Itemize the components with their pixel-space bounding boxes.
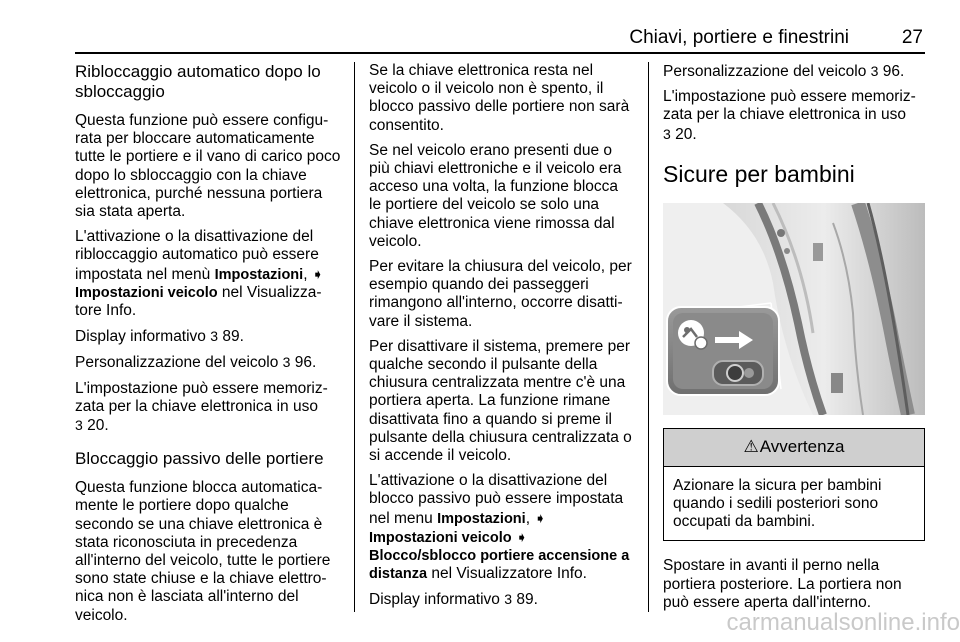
paragraph: [369, 472, 632, 583]
text: L'impostazione può essere memoriz-zata per la chiave elettronica in uso: [663, 88, 916, 124]
warning-title: Avvertenza: [759, 437, 845, 457]
paragraph: Questa funzione blocca automatica-mente le portiere dopo qualche secondo se una chiave elettronica è stata riconosciuta in precedenza all'interno del veicolo, tutte le portiere sono state chiuse e la chiave elettro-nica non è lasciata all'interno del veicolo.: [75, 479, 331, 624]
text: L'attivazione o la disattivazione del blocco passivo può essere impostata nel menu: [369, 472, 624, 527]
child-lock-figure: [663, 203, 925, 415]
warning-text: Azionare la sicura per bambini quando i sedili posteriori sono occupati da bambini.: [673, 476, 882, 531]
warning-triangle-icon: ⚠: [743, 437, 759, 457]
paragraph: Se la chiave elettronica resta nel veicolo o il veicolo non è spento, il blocco passivo delle portiere non sarà consentito.: [369, 62, 630, 134]
page-ref-icon: 3: [663, 125, 671, 142]
text: Personalizzazione del veicolo: [75, 354, 283, 372]
text: nel Visualizza-tore Info.: [75, 283, 322, 320]
heading-auto-relock: Ribloccaggio automatico dopo lo sbloccaggio: [75, 62, 321, 101]
warning-box: [663, 428, 925, 542]
paragraph: [663, 62, 925, 81]
paragraph: Spostare in avanti il perno nella portiera posteriore. La portiera non può essere aperta dall'interno.: [663, 557, 902, 611]
paragraph: Per disattivare il sistema, premere per qualche secondo il pulsante della chiusura centralizzata mentre c'è una portiera aperta. La funzione rimane disattivata fino a quando si preme il pulsante della chiusura centralizzata o si accende il veicolo.: [369, 337, 632, 465]
column-divider: [354, 62, 355, 612]
text: L'impostazione può essere memoriz-zata per la chiave elettronica in uso: [75, 379, 328, 415]
text: Display informativo: [369, 591, 505, 609]
column-1: [75, 62, 343, 632]
watermark: carmanualsonline.info: [726, 609, 960, 636]
page-ref-icon: 3: [870, 63, 879, 79]
text: nel Visualizzatore Info.: [427, 565, 587, 583]
menu-ref: Blocco/sblocco portiere accensione a distanza: [369, 548, 630, 583]
menu-ref: Impostazioni: [437, 510, 526, 527]
column-2: [369, 62, 632, 617]
heading-passive-locking: Bloccaggio passivo delle portiere: [75, 449, 324, 469]
warning-header: [664, 429, 924, 467]
page-ref[interactable]: 96.: [882, 63, 905, 80]
text: Personalizzazione del veicolo: [663, 63, 871, 80]
paragraph: [369, 590, 632, 609]
page-ref[interactable]: 20.: [87, 417, 109, 435]
header-title: Chiavi, portiere e finestrini: [629, 27, 849, 48]
menu-ref: Impostazioni veicolo: [75, 284, 218, 301]
arrow-icon: ➧: [515, 528, 528, 545]
column-divider: [648, 62, 649, 612]
paragraph: [75, 327, 343, 346]
paragraph: [75, 353, 343, 372]
page-ref[interactable]: 96.: [294, 354, 317, 372]
paragraph: Questa funzione può essere configu-rata per bloccare automaticamente tutte le portiere e il vano di carico poco dopo lo sbloccaggio con la chiave elettronica, purché nessuna portiera sia stata aperta.: [75, 112, 341, 221]
page-number: 27: [901, 27, 923, 48]
paragraph: [75, 228, 343, 320]
paragraph: [663, 88, 925, 144]
text: ,: [303, 265, 312, 283]
page-ref[interactable]: 89.: [222, 328, 244, 346]
child-lock-illustration: [663, 203, 925, 415]
paragraph: [75, 380, 343, 436]
page-ref[interactable]: 20.: [675, 125, 697, 143]
heading-child-locks: Sicure per bambini: [663, 160, 855, 187]
page-ref[interactable]: 89.: [516, 591, 538, 609]
paragraph: Se nel veicolo erano presenti due o più chiavi elettroniche e il veicolo era acceso una volta, la funzione blocca le portiere del veicolo se solo una chiave elettronica viene rimossa dal veicolo.: [369, 141, 622, 250]
arrow-icon: ➧: [534, 509, 547, 526]
page-ref-icon: 3: [75, 417, 83, 434]
menu-ref: Impostazioni veicolo: [369, 529, 512, 546]
paragraph: Per evitare la chiusura del veicolo, per esempio quando dei passeggeri rimangono all'interno, occorre disatti-vare il sistema.: [369, 258, 632, 330]
page-ref-icon: 3: [210, 328, 219, 345]
page-ref-icon: 3: [504, 591, 513, 608]
text: ,: [525, 509, 535, 527]
arrow-icon: ➧: [311, 265, 324, 282]
text: L'attivazione o la disattivazione del ribloccaggio automatico può essere impostata nel menù: [75, 228, 319, 283]
column-3: [663, 62, 925, 619]
page-ref-icon: 3: [282, 354, 291, 371]
text: Display informativo: [75, 328, 211, 346]
menu-ref: Impostazioni: [214, 266, 304, 283]
warning-body: [664, 467, 924, 541]
page-header: [75, 0, 925, 54]
